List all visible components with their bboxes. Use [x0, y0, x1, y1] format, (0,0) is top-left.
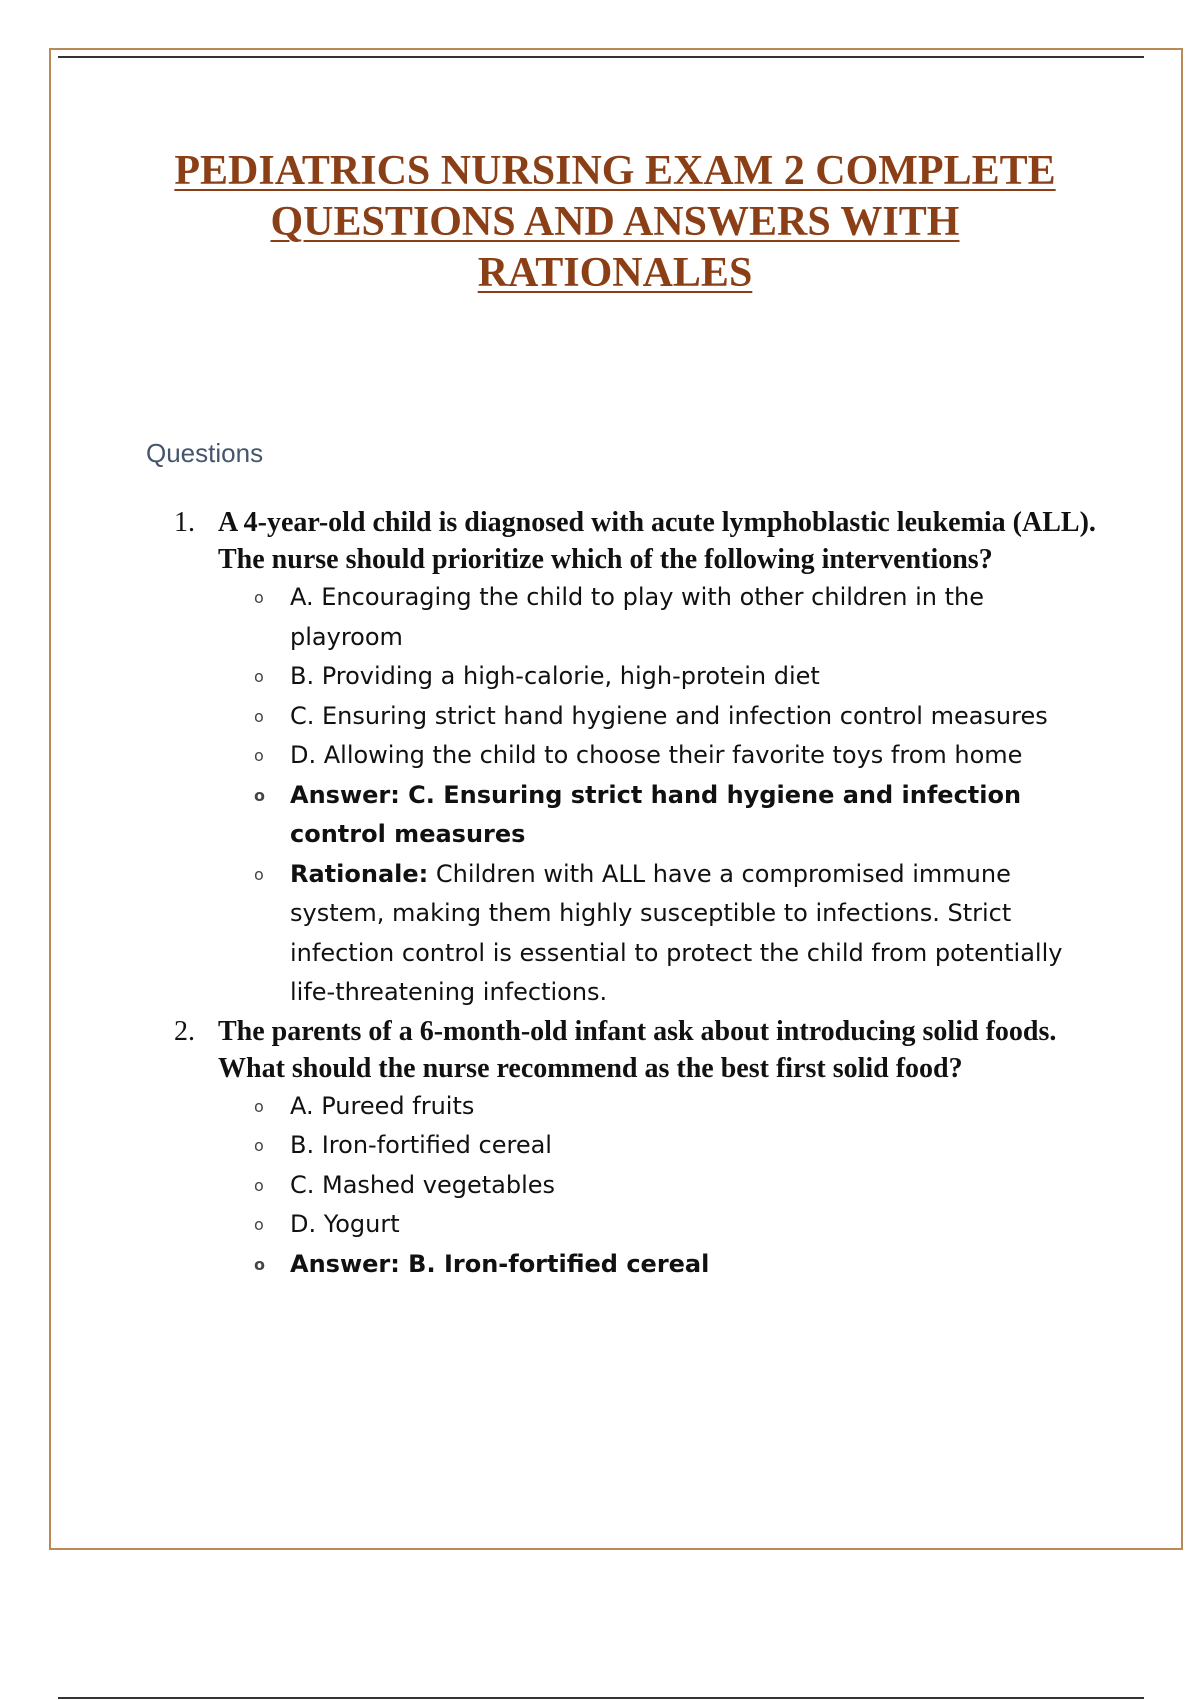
- questions-heading: Questions: [146, 438, 264, 468]
- bullet-icon: o: [254, 746, 264, 765]
- option-c: [254, 1166, 1104, 1206]
- answer-text: Answer: B. Iron-fortified cereal: [290, 1249, 710, 1278]
- option-d: [254, 1205, 1104, 1245]
- question-text: A 4-year-old child is diagnosed with acute lymphoblastic leukemia (ALL). The nurse should prioritize which of the following interventions?: [218, 507, 1096, 575]
- option-text: B. Iron-fortified cereal: [290, 1131, 552, 1159]
- option-list: [218, 578, 1104, 1013]
- rationale-text: Children with ALL have a compromised immune system, making them highly susceptible to infections. Strict infection control is essential to protect the child from potentially life-threatening infections.: [290, 859, 1063, 1006]
- title-line-1: PEDIATRICS NURSING EXAM 2 COMPLETE: [174, 148, 1056, 194]
- option-text: D. Allowing the child to choose their favorite toys from home: [290, 741, 1023, 769]
- bullet-icon: o: [254, 1096, 264, 1116]
- option-b: [254, 1126, 1104, 1166]
- bullet-icon: o: [254, 667, 264, 686]
- rationale-label: Rationale:: [290, 859, 429, 888]
- question-list: [174, 504, 1104, 1284]
- bullet-icon: o: [254, 1136, 264, 1155]
- question-number: 1.: [174, 507, 195, 538]
- rationale: [254, 855, 1104, 1013]
- option-list: [218, 1087, 1104, 1285]
- answer: [254, 1245, 1104, 1285]
- option-a: [254, 1087, 1104, 1127]
- answer-text: Answer: C. Ensuring strict hand hygiene and infection control measures: [290, 780, 1022, 848]
- bullet-icon: o: [254, 588, 264, 607]
- bullet-icon: o: [254, 1254, 265, 1274]
- title-line-2: QUESTIONS AND ANSWERS WITH: [270, 199, 960, 245]
- answer: [254, 776, 1104, 855]
- option-text: A. Encouraging the child to play with other children in the playroom: [290, 583, 984, 651]
- question-2: [174, 1013, 1104, 1285]
- option-c: [254, 697, 1104, 737]
- option-text: C. Mashed vegetables: [290, 1170, 556, 1199]
- option-text: C. Ensuring strict hand hygiene and infection control measures: [290, 701, 1048, 730]
- option-a: [254, 578, 1104, 657]
- option-d: [254, 736, 1104, 776]
- document-title: [120, 146, 1110, 299]
- bullet-icon: o: [254, 785, 265, 805]
- option-text: A. Pureed fruits: [290, 1091, 475, 1120]
- option-b: [254, 657, 1104, 697]
- question-number: 2.: [174, 1015, 195, 1047]
- bullet-icon: o: [254, 706, 264, 726]
- title-line-3: RATIONALES: [477, 250, 753, 296]
- option-text: D. Yogurt: [290, 1210, 400, 1238]
- question-1: [174, 504, 1104, 1013]
- bullet-icon: o: [254, 864, 264, 884]
- bullet-icon: o: [254, 1215, 264, 1234]
- bullet-icon: o: [254, 1175, 264, 1195]
- option-text: B. Providing a high-calorie, high-protein diet: [290, 662, 820, 690]
- bottom-rule: [58, 1697, 1144, 1699]
- question-text: The parents of a 6-month-old infant ask about introducing solid foods. What should the nurse recommend as the best first solid food?: [218, 1015, 1057, 1084]
